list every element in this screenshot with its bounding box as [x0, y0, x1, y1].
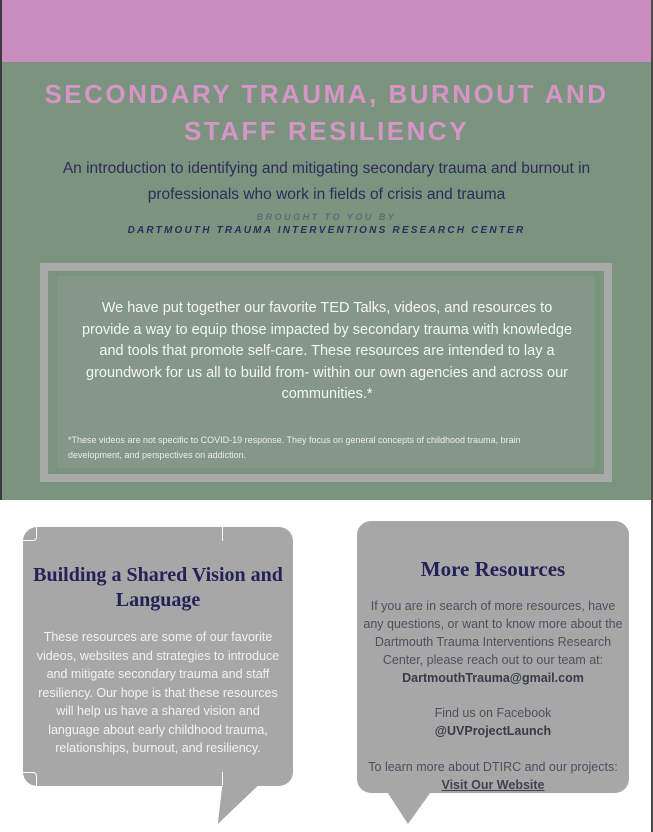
facebook-block	[362, 704, 624, 740]
page-subtitle: An introduction to identifying and mitigating secondary trauma and burnout in professionals who work in fields of crisis and trauma	[62, 160, 591, 203]
page-title	[0, 76, 653, 150]
top-banner	[0, 0, 653, 62]
visit-website-link[interactable]: Visit Our Website	[441, 778, 545, 792]
card-body-shared-vision: These resources are some of our favorite videos, websites and strategies to introduce and mitigate secondary trauma and staff resiliency. Our hope is that these resources will help us have a shared vision and language about early childhood trauma, relationships, burnout, and resiliency.	[36, 630, 280, 755]
organization-name: DARTMOUTH TRAUMA INTERVENTIONS RESEARCH CENTER	[127, 225, 526, 236]
card-shared-vision	[23, 527, 293, 786]
speech-bubble-tail-left	[196, 785, 262, 824]
card-more-resources	[357, 521, 629, 793]
learn-more-block	[362, 758, 624, 794]
highlight-box-paragraph: We have put together our favorite TED Talks, videos, and resources to provide a way to equip those impacted by secondary trauma with knowledge and tools that promote self-care. These resources are intended to lay a groundwork for us all to build from- within our own agencies and across our communities.*	[81, 300, 573, 402]
brought-by-label: BROUGHT TO YOU BY	[256, 212, 397, 222]
card-title-more-resources: More Resources	[420, 557, 566, 581]
resources-intro-text: If you are in search of more resources, have any questions, or want to know more about the Dartmouth Trauma Interventions Research Center, please reach out to our team at:	[363, 599, 623, 667]
contact-email-link[interactable]: DartmouthTrauma@gmail.com	[402, 671, 584, 685]
facebook-handle-link[interactable]: @UVProjectLaunch	[434, 724, 552, 738]
card-title-shared-vision: Building a Shared Vision and Language	[33, 564, 283, 611]
learn-more-text: To learn more about DTIRC and our projects:	[368, 760, 618, 774]
page-edge-left	[0, 0, 2, 500]
card-body-more-resources	[362, 597, 624, 687]
highlight-box-footnote: *These videos are not specific to COVID-19 response. They focus on general concepts of childhood trauma, brain development, and perspectives on addiction.	[68, 435, 521, 460]
speech-bubble-tail-right	[383, 792, 435, 824]
facebook-label: Find us on Facebook	[434, 706, 552, 720]
page-title-text: SECONDARY TRAUMA, BURNOUT AND STAFF RESILIENCY	[44, 79, 609, 146]
